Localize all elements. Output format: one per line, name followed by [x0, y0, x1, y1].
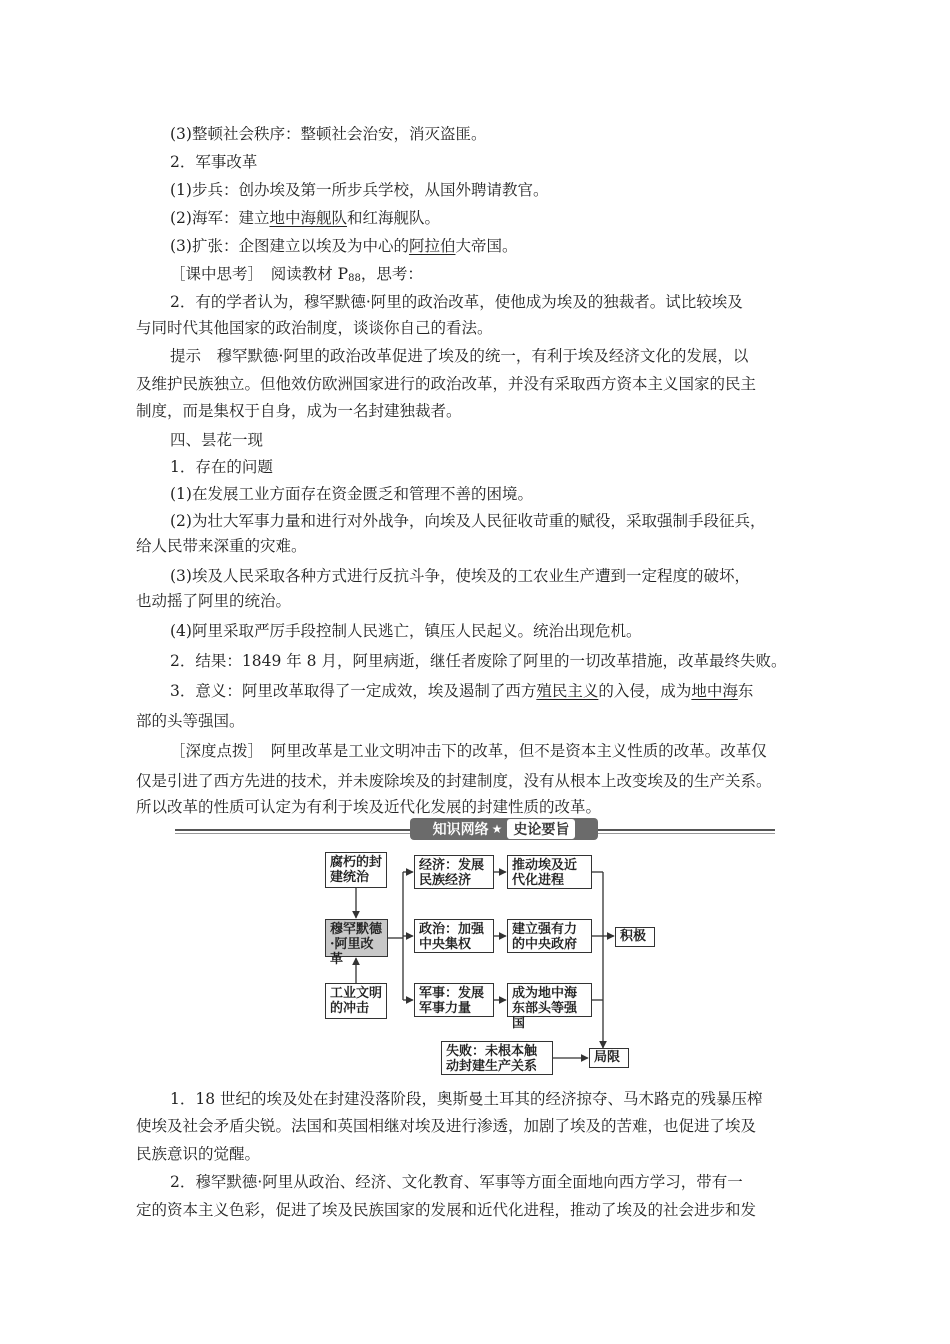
text-question-line1: 2．有的学者认为，穆罕默德·阿里的政治改革，使他成为埃及的独裁者。试比较埃及 — [170, 293, 743, 311]
banner-left-text: 知识网络 — [432, 822, 489, 838]
text-deep-line1: ［深度点拨］ 阿里改革是工业文明冲击下的改革，但不是资本主义性质的改革。改革仅 — [170, 742, 767, 760]
box-ali-reform: 穆罕默德·阿里改革 — [325, 919, 388, 957]
text-class-thinking: ［课中思考］ 阅读教材 $P_{88}$，思考： — [170, 265, 423, 284]
text-problem2-line1: (2)为壮大军事力量和进行对外战争，向埃及人民征收苛重的赋役，采取强制手段征兵， — [170, 512, 766, 530]
text-navy: (2)海军：建立地中海舰队和红海舰队。 — [170, 209, 440, 227]
box-strong-government: 建立强有力的中央政府 — [507, 919, 592, 953]
star-icon: ★ — [491, 822, 503, 836]
heading-problems: 1．存在的问题 — [170, 458, 273, 476]
text-hint-line3: 制度，而是集权于自身，成为一名封建独裁者。 — [136, 402, 462, 420]
box-positive: 积极 — [615, 927, 655, 947]
text-summary2-line1: 2．穆罕默德·阿里从政治、经济、文化教育、军事等方面全面地向西方学习，带有一 — [170, 1173, 743, 1191]
box-limitation: 局限 — [589, 1048, 629, 1068]
text-problem2-line2: 给人民带来深重的灾难。 — [136, 537, 307, 555]
box-military: 军事：发展军事力量 — [414, 983, 494, 1017]
heading-military-reform: 2．军事改革 — [170, 153, 258, 171]
text-hint-line2: 及维护民族独立。但他效仿欧洲国家进行的政治改革，并没有采取西方资本主义国家的民主 — [136, 375, 757, 393]
text-question-line2: 与同时代其他国家的政治制度，谈谈你自己的看法。 — [136, 319, 493, 337]
box-industrial-impact: 工业文明的冲击 — [325, 983, 387, 1019]
text-problem3-line1: (3)埃及人民采取各种方式进行反抗斗争，使埃及的工农业生产遭到一定程度的破坏， — [170, 567, 750, 585]
box-economy: 经济：发展民族经济 — [414, 855, 494, 889]
box-failure: 失败：未根本触动封建生产关系 — [441, 1041, 553, 1075]
text-hint-line1: 提示 穆罕默德·阿里的政治改革促进了埃及的统一，有利于埃及经济文化的发展，以 — [170, 347, 749, 365]
text-summary2-line2: 定的资本主义色彩，促进了埃及民族国家的发展和近代化进程，推动了埃及的社会进步和发 — [136, 1201, 757, 1219]
banner-right-text: 史论要旨 — [507, 819, 575, 839]
text-problem3-line2: 也动摇了阿里的统治。 — [136, 592, 292, 610]
text-social-order: (3)整顿社会秩序：整顿社会治安，消灭盗匪。 — [170, 125, 487, 143]
text-expansion: (3)扩张：企图建立以埃及为中心的阿拉伯大帝国。 — [170, 237, 518, 255]
box-modernization: 推动埃及近代化进程 — [507, 855, 592, 889]
text-deep-line2: 仅是引进了西方先进的技术，并未废除埃及的封建制度，没有从根本上改变埃及的生产关系。 — [136, 772, 772, 790]
text-infantry: (1)步兵：创办埃及第一所步兵学校，从国外聘请教官。 — [170, 181, 549, 199]
box-mediterranean-power: 成为地中海东部头等强国 — [507, 983, 592, 1017]
text-meaning-line1: 3．意义：阿里改革取得了一定成效，埃及遏制了西方殖民主义的入侵，成为地中海东 — [170, 682, 754, 700]
text-problem4: (4)阿里采取严厉手段控制人民逃亡，镇压人民起义。统治出现危机。 — [170, 622, 642, 640]
text-summary1-line3: 民族意识的觉醒。 — [136, 1145, 261, 1163]
text-deep-line3: 所以改革的性质可认定为有利于埃及近代化发展的封建性质的改革。 — [136, 798, 602, 816]
text-meaning-line2: 部的头等强国。 — [136, 712, 245, 730]
text-summary1-line1: 1．18 世纪的埃及处在封建没落阶段，奥斯曼土耳其的经济掠夺、马木路克的残暴压榨 — [170, 1090, 763, 1108]
box-feudal-rule: 腐朽的封建统治 — [325, 852, 387, 888]
text-summary1-line2: 使埃及社会矛盾尖锐。法国和英国相继对埃及进行渗透，加剧了埃及的苦难，也促进了埃及 — [136, 1117, 757, 1135]
text-problem1: (1)在发展工业方面存在资金匮乏和管理不善的困境。 — [170, 485, 533, 503]
heading-section4: 四、昙花一现 — [170, 431, 264, 449]
text-result: 2．结果：1849 年 8 月，阿里病逝，继任者废除了阿里的一切改革措施，改革最终失败。 — [170, 652, 787, 670]
box-politics: 政治：加强中央集权 — [414, 919, 494, 953]
